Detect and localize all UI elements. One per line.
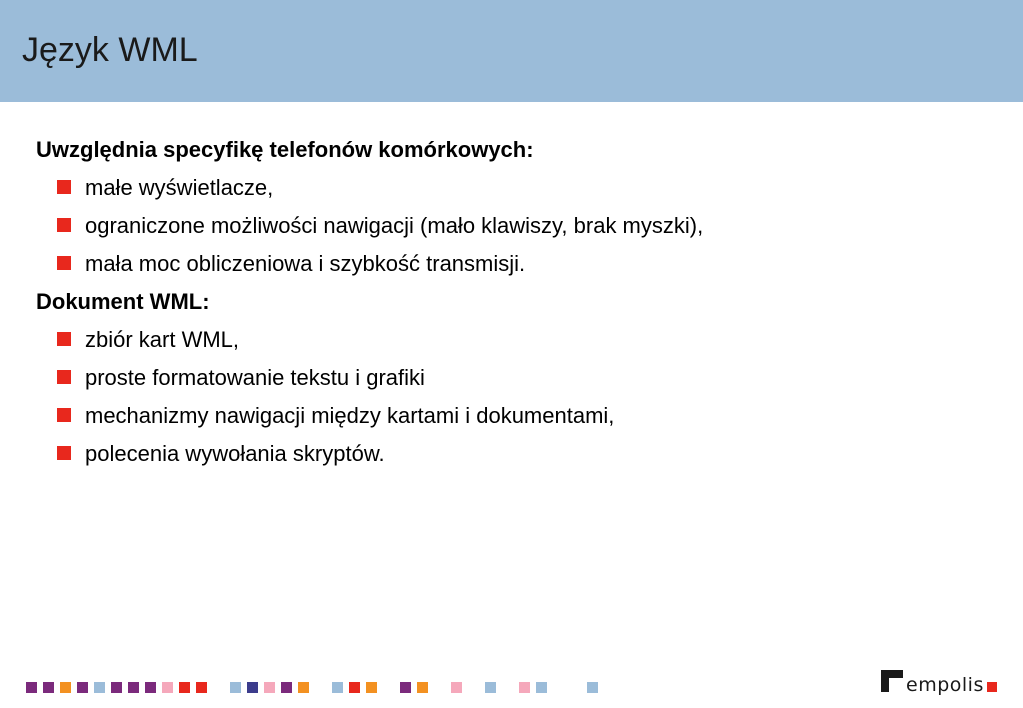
decoration-square xyxy=(196,682,207,693)
decoration-square xyxy=(281,682,292,693)
decoration-square xyxy=(230,682,241,693)
decoration-square xyxy=(43,682,54,693)
bullet-square-icon xyxy=(57,218,71,232)
bullet-square-icon xyxy=(57,408,71,422)
decoration-square xyxy=(400,682,411,693)
bullet-text: zbiór kart WML, xyxy=(85,327,240,352)
bullet-square-icon xyxy=(57,370,71,384)
decoration-square xyxy=(111,682,122,693)
decoration-square xyxy=(366,682,377,693)
decoration-square xyxy=(179,682,190,693)
bullet-item xyxy=(36,359,996,397)
bullet-square-icon xyxy=(57,446,71,460)
decoration-square xyxy=(519,682,530,693)
bullet-item xyxy=(36,207,996,245)
section-heading: Uwzględnia specyfikę telefonów komórkowych: xyxy=(36,137,534,162)
decoration-square xyxy=(77,682,88,693)
bullet-text: ograniczone możliwości nawigacji (mało klawiszy, brak myszki), xyxy=(85,213,704,238)
bullet-text: proste formatowanie tekstu i grafiki xyxy=(85,365,425,390)
bullet-text: mechanizmy nawigacji między kartami i dokumentami, xyxy=(85,403,615,428)
decoration-square xyxy=(264,682,275,693)
bullet-item xyxy=(36,397,996,435)
decoration-square xyxy=(536,682,547,693)
bullet-item xyxy=(36,169,996,207)
decoration-square xyxy=(162,682,173,693)
logo-dot-icon xyxy=(987,682,997,692)
decoration-square xyxy=(417,682,428,693)
slide-content xyxy=(36,131,996,473)
decoration-square xyxy=(247,682,258,693)
bullet-list xyxy=(36,321,996,473)
bullet-list xyxy=(36,169,996,283)
slide-title: Język WML xyxy=(22,31,198,69)
decoration-square xyxy=(26,682,37,693)
decoration-square xyxy=(128,682,139,693)
decoration-square xyxy=(349,682,360,693)
decoration-square xyxy=(451,682,462,693)
decoration-square xyxy=(587,682,598,693)
empolis-logo xyxy=(881,670,1001,700)
bullet-square-icon xyxy=(57,256,71,270)
footer-decoration-squares xyxy=(26,682,626,693)
bullet-item xyxy=(36,245,996,283)
bullet-text: polecenia wywołania skryptów. xyxy=(85,441,385,466)
decoration-square xyxy=(94,682,105,693)
logo-text: empolis xyxy=(906,674,984,696)
decoration-square xyxy=(60,682,71,693)
bullet-square-icon xyxy=(57,180,71,194)
decoration-square xyxy=(485,682,496,693)
decoration-square xyxy=(298,682,309,693)
header-band xyxy=(0,0,1023,102)
logo-mark-icon xyxy=(881,670,903,692)
bullet-text: mała moc obliczeniowa i szybkość transmisji. xyxy=(85,251,526,276)
bullet-item xyxy=(36,321,996,359)
bullet-item xyxy=(36,435,996,473)
decoration-square xyxy=(145,682,156,693)
section-heading: Dokument WML: xyxy=(36,289,210,314)
bullet-text: małe wyświetlacze, xyxy=(85,175,274,200)
bullet-square-icon xyxy=(57,332,71,346)
decoration-square xyxy=(332,682,343,693)
